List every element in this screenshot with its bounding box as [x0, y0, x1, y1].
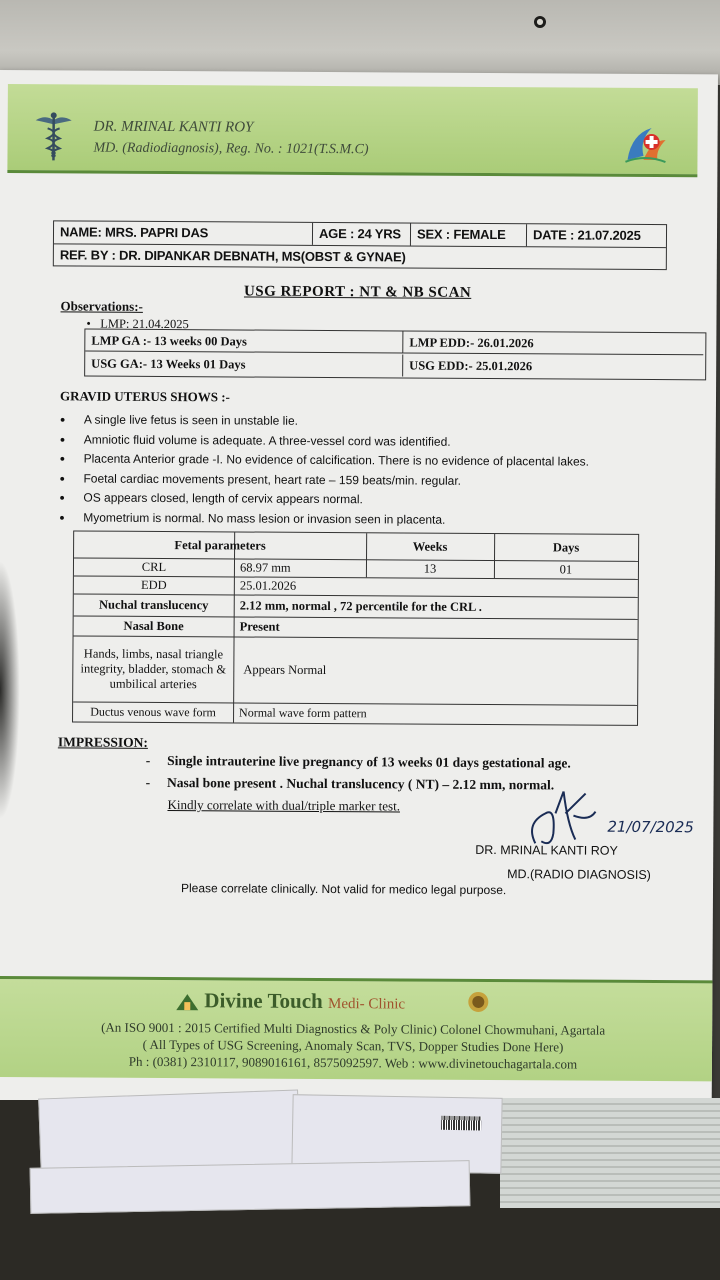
patient-info-box — [53, 220, 667, 270]
fetal-parameters-table — [72, 530, 639, 725]
clinic-name — [204, 988, 405, 1014]
report-sheet — [0, 70, 718, 1106]
impression-item: - Single intrauterine live pregnancy of 13 weeks 01 days gestational age. — [145, 752, 571, 771]
lmp-edd: LMP EDD:- 26.01.2026 — [403, 331, 703, 355]
caduceus-icon — [33, 110, 73, 162]
crl-label: CRL — [141, 559, 167, 574]
nasal-bone-value: Present — [239, 618, 280, 634]
wall-pin-icon: ● — [534, 16, 546, 28]
signature-date: 21/07/2025 — [607, 817, 694, 837]
clinic-subtitle: Medi- Clinic — [327, 996, 406, 1013]
usg-ga: USG GA:- 13 Weeks 01 Days — [85, 353, 403, 377]
nt-value: 2.12 mm, normal , 72 percentile for the CRL . — [239, 597, 482, 614]
report-title: USG REPORT : NT & NB SCAN — [243, 283, 472, 301]
clinic-emblem-icon — [466, 990, 490, 1014]
header-days: Days — [552, 539, 580, 555]
clinic-cross-logo-icon — [621, 120, 669, 166]
hands-limbs-value: Appears Normal — [243, 661, 327, 677]
footer-line-2: ( All Types of USG Screening, Anomaly Scan, TVS, Dopper Studies Done Here) — [142, 1036, 564, 1055]
patient-sex: SEX : FEMALE — [410, 224, 526, 247]
referred-by: REF. BY : DR. DIPANKAR DEBNATH, MS(OBST & GYNAE) — [59, 247, 406, 265]
impression-text: Nasal bone present . Nuchal translucency ( NT) – 2.12 mm, normal. — [166, 775, 555, 793]
finding-item: ● A single live fetus is seen in unstable lie. — [60, 410, 660, 433]
finding-item: ● Amniotic fluid volume is adequate. A three-vessel cord was identified. — [60, 430, 660, 453]
finding-item: ● OS appears closed, length of cervix appears normal. — [59, 489, 659, 512]
gestational-age-table — [84, 329, 706, 381]
signatory-name: DR. MRINAL KANTI ROY — [475, 842, 618, 858]
clinic-name-text: Divine Touch — [204, 988, 323, 1013]
report-date: DATE : 21.07.2025 — [526, 224, 666, 247]
patient-name: NAME: MRS. PAPRI DAS — [59, 224, 209, 241]
barcode-icon — [441, 1116, 481, 1131]
lmp-ga: LMP GA :- 13 weeks 00 Days — [85, 330, 403, 354]
crl-value: 68.97 mm — [239, 559, 291, 575]
lab-slip — [30, 1160, 471, 1214]
letterhead-header — [7, 84, 698, 177]
nt-label: Nuchal translucency — [99, 597, 209, 612]
signatory-degree: MD.(RADIO DIAGNOSIS) — [507, 867, 651, 882]
observations-label: Observations:- — [60, 298, 143, 314]
finding-item: ● Myometrium is normal. No mass lesion or invasion seen in placenta. — [59, 508, 659, 531]
finding-item: ● Foetal cardiac movements present, heart rate – 159 beats/min. regular. — [59, 469, 659, 492]
clinic-footer — [0, 976, 712, 1081]
impression-item: - Nasal bone present . Nuchal translucency ( NT) – 2.12 mm, normal. — [145, 774, 555, 793]
doctor-degree: MD. (Radiodiagnosis), Reg. No. : 1021(T.S.M.C) — [93, 140, 369, 158]
lmp-item: • LMP: 21.04.2025 — [86, 316, 189, 332]
ductus-venous-value: Normal wave form pattern — [239, 704, 367, 720]
footer-line-3: Ph : (0381) 2310117, 9089016161, 8575092597. Web : www.divinetouchagartala.com — [128, 1053, 578, 1072]
clinic-house-icon — [174, 990, 200, 1012]
nasal-bone-label: Nasal Bone — [123, 618, 184, 633]
lmp-text: LMP: 21.04.2025 — [100, 316, 189, 332]
gravid-uterus-title: GRAVID UTERUS SHOWS :- — [59, 388, 230, 405]
hands-limbs-label: Hands, limbs, nasal triangle integrity, bladder, stomach & umbilical arteries — [80, 646, 227, 691]
impression-label: IMPRESSION: — [57, 734, 148, 750]
footer-line-1: (An ISO 9001 : 2015 Certified Multi Diagnostics & Poly Clinic) Colonel Chowmuhani, Agartala — [101, 1019, 606, 1038]
edd-value: 25.01.2026 — [239, 577, 297, 593]
header-fetal-parameters: Fetal parameters — [174, 537, 266, 553]
edd-label: EDD — [140, 577, 167, 592]
crl-days: 01 — [559, 561, 573, 577]
ductus-venous-label: Ductus venous wave form — [90, 704, 216, 719]
doctor-name: DR. MRINAL KANTI ROY — [93, 118, 254, 136]
crl-weeks: 13 — [423, 561, 437, 576]
legal-note: Please correlate clinically. Not valid for medico legal purpose. — [180, 881, 507, 898]
page-shadow — [0, 560, 20, 820]
patient-age: AGE : 24 YRS — [312, 223, 410, 246]
impression-text: Single intrauterine live pregnancy of 13 weeks 01 days gestational age. — [167, 753, 571, 771]
correlate-marker-note: Kindly correlate with dual/triple marker test. — [167, 797, 401, 814]
header-weeks: Weeks — [412, 539, 448, 554]
stacked-papers — [500, 1098, 720, 1208]
usg-edd: USG EDD:- 25.01.2026 — [409, 358, 533, 374]
findings-list — [59, 410, 660, 531]
finding-item: ● Placenta Anterior grade -I. No evidence of calcification. There is no evidence of placental lakes. — [60, 450, 660, 473]
